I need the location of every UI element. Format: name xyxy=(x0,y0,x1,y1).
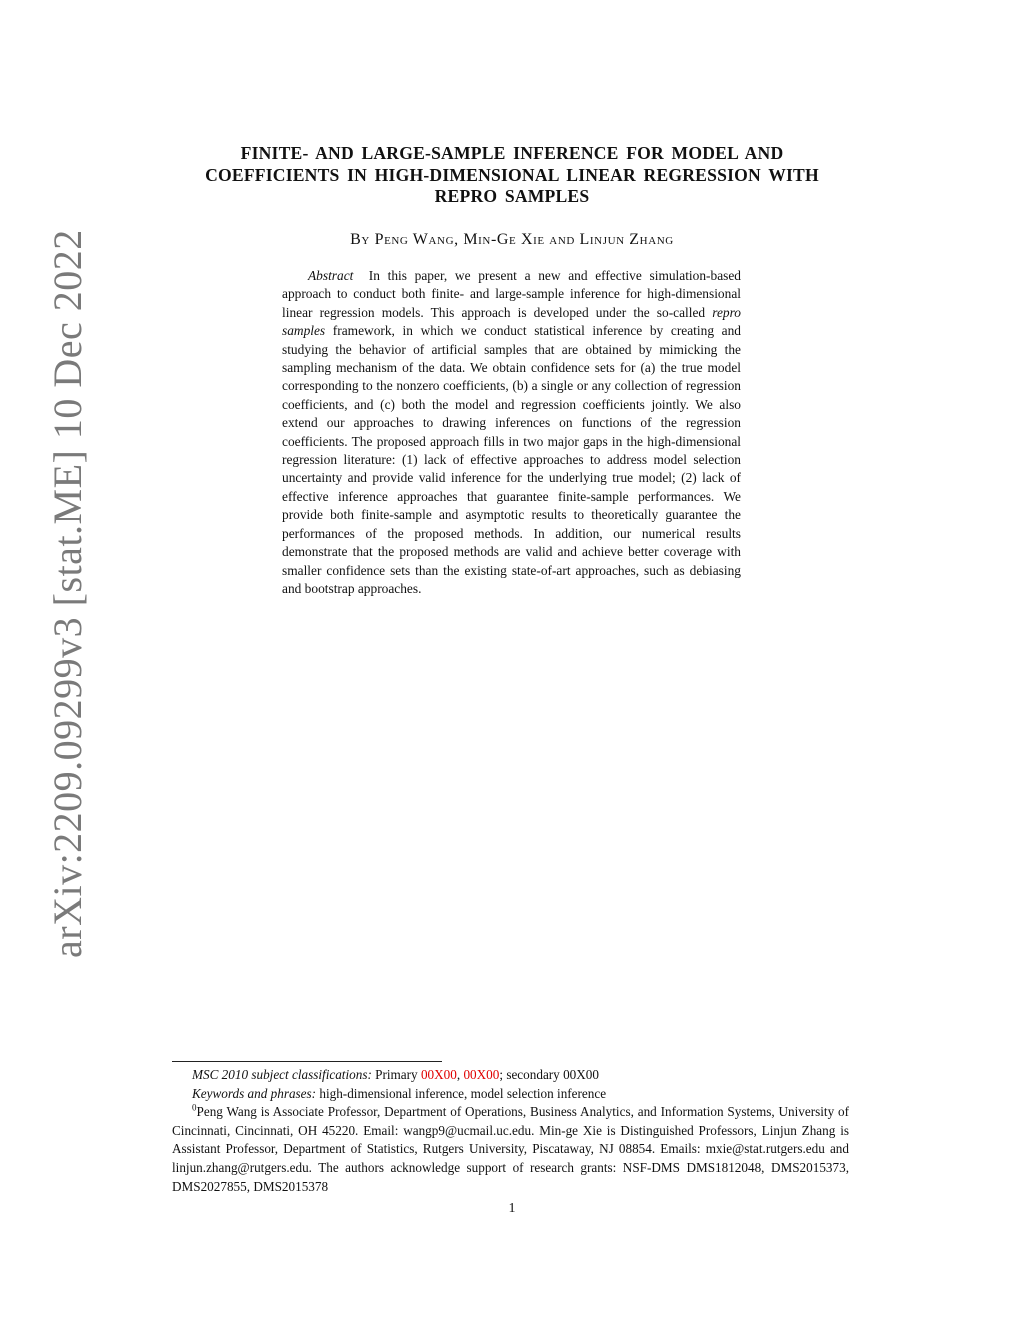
msc-code-link-2[interactable]: 00X00 xyxy=(463,1067,500,1082)
keywords-text: high-dimensional inference, model selection inference xyxy=(319,1085,607,1101)
author-list: By Peng Wang, Min-Ge Xie and Linjun Zhang xyxy=(350,231,674,248)
keywords-label: Keywords and phrases: xyxy=(192,1085,317,1101)
page-number: 1 xyxy=(508,1201,516,1216)
msc-separator: , xyxy=(456,1067,461,1082)
msc-label: MSC 2010 subject classifications: xyxy=(192,1067,372,1082)
msc-primary: Primary xyxy=(375,1067,418,1082)
affiliation-footnote xyxy=(172,1103,849,1196)
abstract-text-part1: In this paper, we present a new and effective simulation-based approach to conduct both finite- and large-sample inference for high-dimensional linear regression models. This approach is developed under the so-called xyxy=(282,268,741,320)
affiliation-mark: 0 xyxy=(192,1102,197,1113)
abstract-text-part2: framework, in which we conduct statistical inference by creating and studying the behavior of artificial samples that are obtained by mimicking the sampling mechanism of the data. We obtain confidence sets for (a) the true model corresponding to the nonzero coefficients, (b) a single or any collection of regression coefficients, and (c) both the model and regression coefficients jointly. We also extend our approaches to drawing inferences on functions of the regression coefficients. The proposed approach fills in two major gaps in the high-dimensional regression literature: (1) lack of effective approaches to address model selection uncertainty and provide valid inference for the underlying true model; (2) lack of effective inference approaches that guarantee finite-sample performances. We provide both finite-sample and asymptotic results to theoretically guarantee the performances of the proposed methods. In addition, our numerical results demonstrate that the proposed methods are valid and achieve better coverage with smaller confidence sets than the existing state-of-art approaches, such as debiasing and bootstrap approaches. xyxy=(282,323,741,596)
msc-secondary: ; secondary 00X00 xyxy=(499,1067,599,1082)
footnote-divider xyxy=(172,1061,442,1062)
title-line-3: REPRO SAMPLES xyxy=(434,186,590,206)
footnotes xyxy=(172,1066,849,1196)
arxiv-identifier-stamp: arXiv:2209.09299v3 [stat.ME] 10 Dec 2022 xyxy=(45,229,90,958)
affiliation-text: Peng Wang is Associate Professor, Department of Operations, Business Analytics, and Information Systems, University of Cincinnati, Cincinnati, OH 45220. Email: wangp9@ucmail.uc.edu. Min-ge Xie is Distinguished Professors, Linjun Zhang is Assistant Professor, Department of Statistics, Rutgers University, Piscataway, NJ 08854. Emails: mxie@stat.rutgers.edu and linjun.zhang@rutgers.edu. The authors acknowledge support of research grants: NSF-DMS DMS1812048, DMS2015373, DMS2027855, DMS2015378 xyxy=(172,1104,849,1194)
title-line-2: COEFFICIENTS IN HIGH-DIMENSIONAL LINEAR REGRESSION WITH xyxy=(205,164,819,185)
title-line-1: FINITE- AND LARGE-SAMPLE INFERENCE FOR MODEL AND xyxy=(240,143,784,163)
msc-code-link-1[interactable]: 00X00 xyxy=(420,1067,457,1082)
abstract xyxy=(282,267,741,598)
abstract-emphasis: repro samples xyxy=(282,304,741,339)
msc-classification xyxy=(172,1066,849,1085)
abstract-label: Abstract xyxy=(308,268,354,283)
keywords xyxy=(172,1085,849,1104)
paper-title xyxy=(170,143,854,208)
